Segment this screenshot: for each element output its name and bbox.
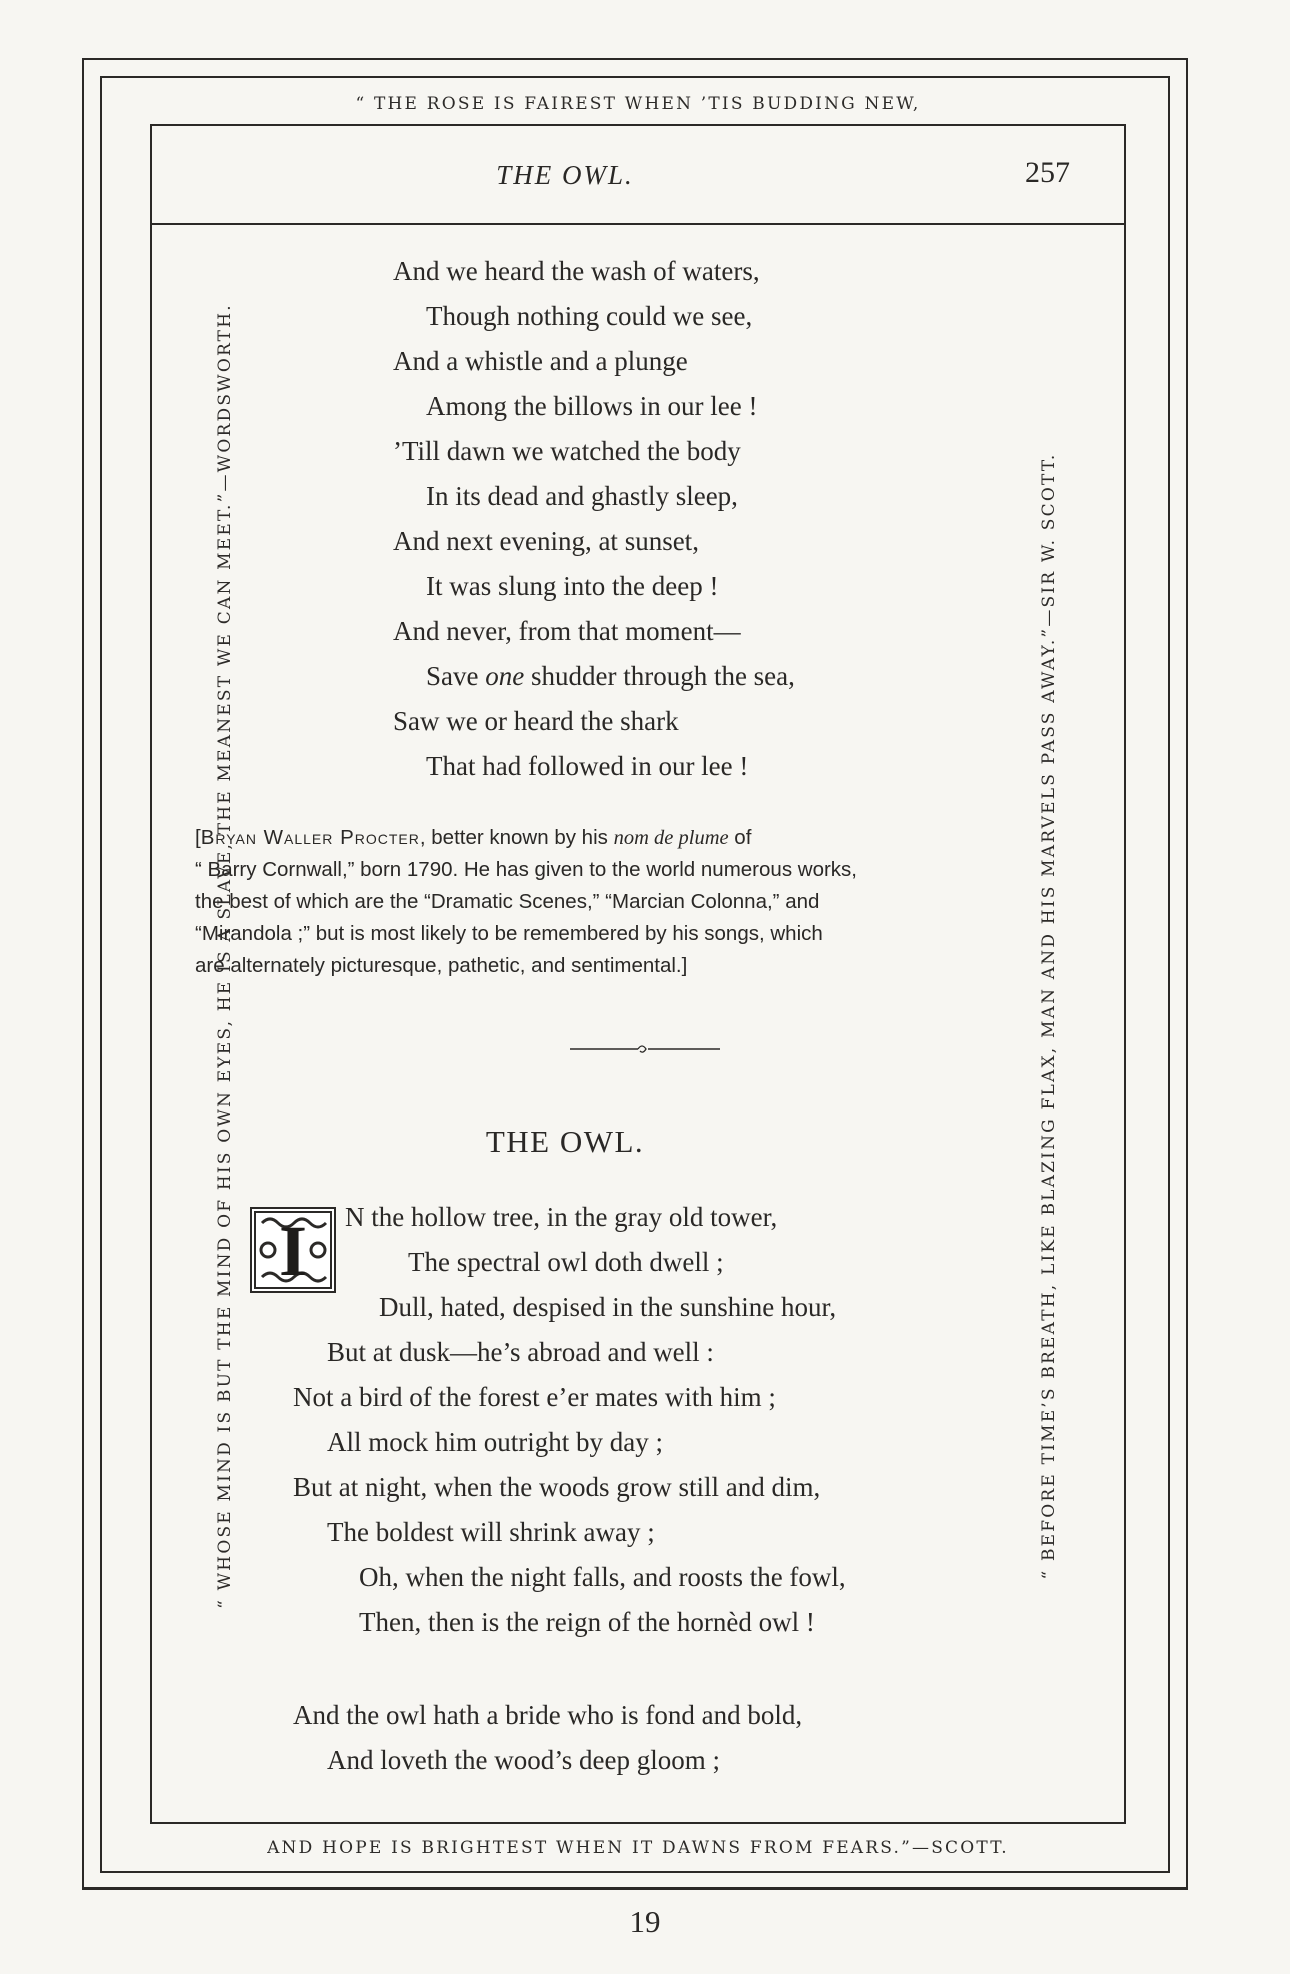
poem-line: But at night, when the woods grow still and dim, [293,1472,821,1502]
poem-line: But at dusk—he’s abroad and well : [327,1337,714,1367]
poem-emphasis: one [485,661,525,691]
poem-line: In its dead and ghastly sleep, [426,481,738,511]
note-line: “ Barry Cornwall,” born 1790. He has given to the world numerous works, [195,858,857,881]
outer-frame-right [1186,58,1188,1888]
page-number: 257 [1025,156,1070,189]
poem-line: And we heard the wash of waters, [393,256,760,286]
poem-line: The spectral owl doth dwell ; [408,1247,724,1277]
poem-shark-stanza [393,249,795,789]
running-title: THE OWL. [496,160,634,190]
poem-line: Oh, when the night falls, and roosts the fowl, [359,1562,846,1592]
poem-line: It was slung into the deep ! [426,571,719,601]
folio-number: 19 [629,1904,661,1939]
bottom-border-quote: AND HOPE IS BRIGHTEST WHEN IT DAWNS FROM FEARS.”—SCOTT. [267,1838,1009,1858]
poem-line: And next evening, at sunset, [393,526,699,556]
poem-line: And the owl hath a bride who is fond and bold, [293,1700,803,1730]
text-block-right [1124,124,1126,1824]
poem-line: N the hollow tree, in the gray old tower, [345,1202,778,1232]
section-title: THE OWL. [485,1124,645,1159]
poem-line: Among the billows in our lee ! [426,391,758,421]
inner-frame-top [100,76,1170,78]
poem-line-part: shudder through the sea, [524,661,795,691]
text-block-top [150,124,1126,126]
poem-line: Then, then is the reign of the hornèd owl ! [359,1607,815,1637]
ornament-divider [570,1042,720,1056]
poem-line: That had followed in our lee ! [426,751,749,781]
poem-owl-stanza [293,1195,846,1645]
header-rule [150,223,1126,225]
note-line: the best of which are the “Dramatic Scenes,” “Marcian Colonna,” and [195,890,820,913]
poem-line [393,654,795,699]
outer-frame-bottom [82,1887,1188,1890]
note-line: are alternately picturesque, pathetic, and sentimental.] [195,954,688,977]
inner-frame-right [1168,76,1170,1873]
text-block-left [150,124,152,1824]
poem-line: Dull, hated, despised in the sunshine hour, [379,1292,837,1322]
poem-line-part: Save [426,661,486,691]
note-line: “Mirandola ;” but is most likely to be remembered by his songs, which [195,922,823,945]
right-border-quote: “ BEFORE TIME’S BREATH, LIKE BLAZING FLAX, MAN AND HIS MARVELS PASS AWAY.”—SIR W. SCOTT. [1039,452,1059,1580]
poem-line: And never, from that moment— [393,616,741,646]
poem-line: Though nothing could we see, [426,301,753,331]
top-border-quote: “ THE ROSE IS FAIREST WHEN ’TIS BUDDING NEW, [355,94,921,114]
outer-frame-left [82,58,84,1888]
inner-frame-left [100,76,102,1873]
inner-frame-bottom [100,1871,1170,1873]
biographical-note [195,822,1085,982]
poem-line: And a whistle and a plunge [393,346,688,376]
note-line [195,822,1085,854]
author-name: Bryan Waller Procter [200,826,420,849]
outer-frame-top [82,58,1188,60]
poem-line: Not a bird of the forest e’er mates with him ; [293,1382,776,1412]
text-block-bottom [150,1822,1126,1824]
poem-line: Saw we or heard the shark [393,706,679,736]
poem-line: The boldest will shrink away ; [327,1517,655,1547]
left-border-quote: “ WHOSE MIND IS BUT THE MIND OF HIS OWN EYES, HE IS A SLAVE, THE MEANEST WE CAN MEET.”—WORDSWORTH. [215,303,235,1609]
note-text: of [728,826,752,849]
note-text: [ [195,826,201,849]
poem-bride-stanza [293,1693,802,1783]
drop-cap-letter: I [278,1211,308,1291]
poem-line: ’Till dawn we watched the body [393,436,741,466]
note-italic: nom de plume [613,827,729,849]
note-text: , better known by his [419,826,614,849]
poem-line: And loveth the wood’s deep gloom ; [327,1745,720,1775]
poem-line: All mock him outright by day ; [327,1427,663,1457]
